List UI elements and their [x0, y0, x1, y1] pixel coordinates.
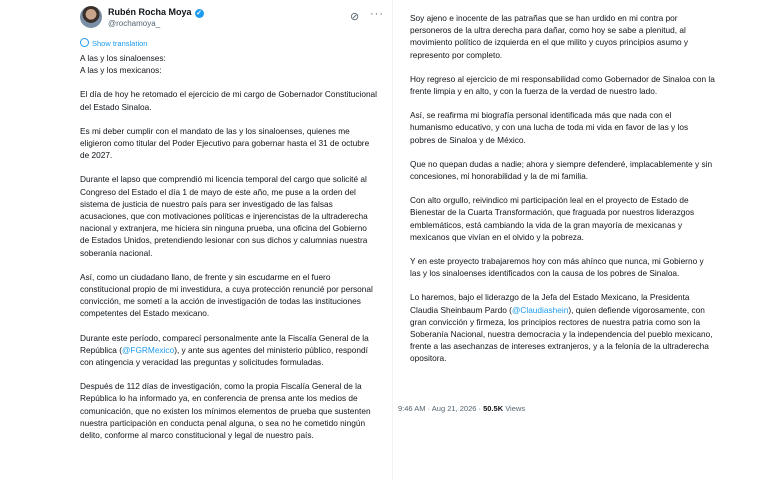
author-handle[interactable]: @rochamoya_	[108, 19, 161, 28]
tweet-paragraph: Durante el lapso que comprendió mi licencia temporal del cargo que solicité al Congreso del Estado el día 1 de mayo de este año, me puse a la orden del sistema de justicia de nuestro país para ser investigado de las falsas acusaciones, que con motivaciones políticas e injerencistas de la ultraderecha nacional y extranjera, me hiciera sin ninguna prueba, una oficina del Gobierno de Estados Unidos, pretendiendo lesionar con sus dichos y calumnias nuestra soberanía nacional.	[80, 174, 371, 258]
meta-separator: ·	[425, 404, 432, 413]
tweet-paragraph	[410, 291, 715, 364]
tweet-paragraph: Que no quepan dudas a nadie; ahora y siempre defenderé, implacablemente y sin concesiones, mi honorabilidad y la de mi familia.	[410, 158, 715, 182]
tweet-body-right	[410, 12, 718, 377]
mention-claudiashein[interactable]: @Claudiashein	[511, 304, 569, 315]
tweet-right-column	[398, 0, 716, 480]
tweet-meta	[398, 404, 525, 413]
views-count: 50.5K	[483, 404, 504, 413]
column-divider	[392, 0, 393, 480]
tweet-paragraph	[80, 332, 378, 369]
mention-fgrmexico[interactable]: @FGRMexico	[121, 344, 175, 355]
show-translation-link[interactable]	[80, 38, 147, 48]
author-name-text[interactable]: Rubén Rocha Moya	[108, 7, 192, 17]
author-name[interactable]	[108, 7, 204, 18]
tweet-paragraph: Y en este proyecto trabajaremos hoy con más ahínco que nunca, mi Gobierno y las y los sinaloenses identificados con la causa de los pobres de Sinaloa.	[410, 256, 706, 279]
verified-badge-icon: ✓	[196, 10, 202, 17]
tweet-left-column	[68, 0, 386, 480]
tweet-paragraph: Soy ajeno e inocente de las patrañas que se han urdido en mi contra por personeros de la ultra derecha para dañar, como hoy se sabe a plenitud, al movimiento político de izquierda en el que milito y cuyos principios asumo y represento por completo.	[410, 13, 691, 60]
show-translation-label[interactable]: Show translation	[92, 39, 148, 48]
globe-icon	[80, 38, 89, 47]
paragraph-text: Durante este período, comparecí personalmente ante la Fiscalía General de la República (	[80, 332, 372, 355]
tweet-paragraph: Con alto orgullo, reivindico mi participación leal en el proyecto de Estado de Bienestar de la Cuarta Transformación, que fraguada por nuestros liderazgos emblemáticos, está cambiando la vida de la gran mayoría de mexicanas y mexicanos que vivían en el olvido y la pobreza.	[410, 195, 697, 242]
tweet-paragraph: Es mi deber cumplir con el mandato de las y los sinaloenses, quienes me eligieron como titular del Poder Ejecutivo para gobernar hasta el 31 de octubre de 2027.	[80, 125, 372, 161]
tweet-date[interactable]: Aug 21, 2026	[431, 404, 477, 413]
tweet-paragraph: Así, como un ciudadano llano, de frente y sin escudarme en el fuero constitucional propio de mi investidura, a cuya protección renuncié por personal convicción, me sometí a la acción de investigación de todas las instituciones competentes del Estado mexicano.	[80, 271, 376, 319]
tweet-time[interactable]: 9:46 AM	[398, 404, 426, 413]
tweet-paragraph: Así, se reafirma mi biografía personal identificada más que nada con el humanismo educativo, y con una lucha de toda mi vida en favor de las y los pobres de Sinaloa y de México.	[410, 110, 691, 145]
grok-icon[interactable]: ⊘	[350, 11, 360, 23]
avatar[interactable]	[80, 6, 102, 28]
paragraph-text: Lo haremos, bajo el liderazgo de la Jefa del Estado Mexicano, la Presidenta Claudia Sheinbaum Pardo (	[410, 292, 692, 315]
tweet-paragraph: El día de hoy he retomado el ejercicio de mi cargo de Gobernador Constitucional del Estado Sinaloa.	[80, 89, 380, 112]
tweet-author	[80, 6, 384, 36]
tweet-paragraph: Después de 112 días de investigación, como la propia Fiscalía General de la República lo ha informado ya, en conferencia de prensa ante los medios de comunicación, que no existen los mínimos elementos de prueba que sustenten nuestra participación en conducta penal alguna, o sea no he cometido ningún delito, conforme al marco constitucional y legal de nuestro país.	[80, 381, 373, 441]
meta-separator: ·	[476, 404, 484, 413]
more-options-icon[interactable]: ···	[370, 8, 384, 20]
paragraph-text: ), quien defiende vigorosamente, con gran convicción y firmeza, los principios rectores de nuestra patria como son la Soberanía Nacional, nuestra democracia y la independencia del pueblo mexicano, frente a las asechanzas de intereses extranjeros, y a la felonía de la ultraderecha opositora.	[410, 304, 715, 364]
paragraph-text: ), y ante sus agentes del ministerio público, respondí con atingencia y veracidad las preguntas y solicitudes formuladas.	[80, 344, 371, 368]
views-label: Views	[503, 404, 526, 413]
tweet-body-left	[80, 52, 378, 453]
tweet-paragraph: A las y los sinaloenses: A las y los mexicanos:	[80, 53, 166, 76]
tweet-paragraph: Hoy regreso al ejercicio de mi responsabilidad como Gobernador de Sinaloa con la frente limpia y en alto, y con la fuerza de la verdad de nuestro lado.	[410, 73, 718, 97]
